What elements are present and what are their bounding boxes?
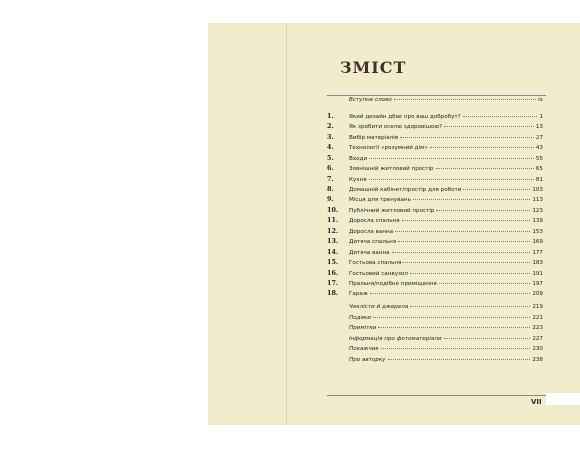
toc-entry-label: Доросла спальня — [349, 218, 400, 225]
toc-entry-number: 10. — [327, 205, 339, 214]
toc-entry-page: 113 — [532, 197, 543, 204]
toc-dot-leader — [370, 293, 530, 294]
toc-dot-leader — [444, 126, 534, 127]
toc-entry-number: 13. — [327, 237, 339, 246]
top-rule — [327, 95, 546, 96]
toc-entry-label: Дитяча ванна — [349, 249, 390, 256]
toc-entry-number: 17. — [327, 278, 339, 287]
toc-dot-leader — [413, 199, 530, 200]
toc-entry[interactable] — [327, 227, 543, 237]
toc-dot-leader — [381, 348, 531, 349]
toc-dot-leader — [388, 359, 531, 360]
toc-entry-label: Про авторку — [349, 356, 386, 363]
toc-dot-leader — [436, 168, 534, 169]
toc-entry-page: 153 — [532, 228, 543, 235]
toc-entry[interactable] — [327, 248, 543, 258]
toc-entry-label: Подяки — [349, 314, 371, 321]
toc-dot-leader — [439, 283, 531, 284]
toc-entry[interactable] — [327, 304, 543, 314]
toc-entry[interactable] — [327, 325, 543, 335]
toc-entry[interactable] — [327, 357, 543, 367]
toc-entry[interactable] — [327, 315, 543, 325]
toc-entry-label: Входи — [349, 155, 368, 162]
toc-entry[interactable] — [327, 122, 543, 132]
toc-entry-page: 219 — [532, 304, 543, 311]
toc-entry-page: 209 — [532, 291, 543, 298]
toc-entry-number: 7. — [327, 174, 334, 183]
bottom-rule — [327, 395, 546, 396]
toc-dot-leader — [402, 220, 531, 221]
toc-entry-label: Кухня — [349, 176, 367, 183]
toc-entry[interactable] — [327, 97, 543, 107]
toc-entry-label: Гостьовий санвузол — [349, 270, 408, 277]
toc-entry-label: Який дизайн дбає про ваш добробут? — [349, 113, 461, 120]
toc-entry-label: Місця для тренувань — [349, 197, 411, 204]
toc-dot-leader — [392, 252, 531, 253]
toc-entry-number: 18. — [327, 289, 339, 298]
toc-dot-leader — [410, 306, 530, 307]
toc-entry-page: 1 — [539, 113, 543, 120]
toc-entry-label: Дитяча спальня — [349, 239, 397, 246]
toc-entry[interactable] — [327, 279, 543, 289]
toc-entry[interactable] — [327, 175, 543, 185]
toc-entry-page: 13 — [535, 124, 543, 131]
toc-entry-number: 6. — [327, 164, 334, 173]
toc-dot-leader — [463, 116, 538, 117]
toc-entry[interactable] — [327, 206, 543, 216]
toc-entry-number: 12. — [327, 226, 339, 235]
toc-entry-label: Доросла ванна — [349, 228, 394, 235]
toc-entry-number: 11. — [327, 216, 339, 225]
toc-entry[interactable] — [327, 133, 543, 143]
toc-entry-label: Зовнішній житловий простір — [349, 166, 434, 173]
page-title: ЗМІСТ — [340, 58, 407, 77]
toc-entry[interactable] — [327, 346, 543, 356]
toc-entry-page: 27 — [535, 134, 543, 141]
toc-entry-page: 177 — [532, 249, 543, 256]
toc-entry-page: 43 — [535, 145, 543, 152]
toc-entry-number: 5. — [327, 153, 334, 162]
toc-entry[interactable] — [327, 269, 543, 279]
toc-entry-page: 221 — [532, 314, 543, 321]
toc-dot-leader — [400, 137, 534, 138]
page-gutter-line — [286, 23, 287, 425]
toc-entry-label: Публічний житловий простір — [349, 207, 435, 214]
toc-entry-page: 223 — [532, 325, 543, 332]
toc-entry-number: 16. — [327, 268, 339, 277]
toc-entry-page: 183 — [532, 260, 543, 267]
toc-entry-number: 8. — [327, 185, 334, 193]
toc-entry[interactable] — [327, 289, 543, 299]
toc-entry-page: 169 — [532, 239, 543, 246]
toc-dot-leader — [369, 179, 534, 180]
toc-dot-leader — [373, 317, 530, 318]
toc-entry-label: Чекліcти й джерела — [349, 304, 409, 311]
toc-entry-page: 227 — [532, 335, 543, 342]
toc-entry-label: Вибір матеріалів — [349, 134, 399, 141]
page-number-tab — [546, 393, 580, 405]
toc-dot-leader — [398, 241, 530, 242]
toc-entry[interactable] — [327, 258, 543, 268]
toc-entry[interactable] — [327, 195, 543, 205]
toc-entry-number: 9. — [327, 195, 334, 204]
toc-entry[interactable] — [327, 185, 543, 195]
toc-entry-label: Технології «розумний дім» — [349, 145, 428, 152]
toc-entry-page: 123 — [532, 207, 543, 214]
toc-entry-number: 14. — [327, 247, 339, 256]
toc-dot-leader — [369, 158, 534, 159]
toc-entry-page: 238 — [532, 356, 543, 363]
toc-entry-label: Примітки — [349, 325, 377, 332]
toc-entry-label: Покажчик — [349, 346, 379, 353]
table-of-contents — [327, 97, 543, 367]
toc-entry[interactable] — [327, 112, 543, 122]
toc-dot-leader — [395, 231, 530, 232]
toc-entry-page: 230 — [532, 346, 543, 353]
toc-dot-leader — [410, 273, 530, 274]
toc-entry-label: Гостьова спальня — [349, 260, 402, 267]
toc-entry-label: Домашній кабінет/простір для роботи — [349, 187, 462, 193]
toc-entry-page: іх — [538, 97, 543, 103]
toc-entry-page: 65 — [535, 166, 543, 173]
toc-dot-leader — [436, 210, 530, 211]
toc-entry-page: 197 — [532, 280, 543, 287]
toc-entry[interactable] — [327, 143, 543, 153]
toc-dot-leader — [394, 99, 536, 100]
toc-entry-number: 4. — [327, 143, 334, 152]
toc-entry-number: 3. — [327, 132, 334, 141]
toc-dot-leader — [403, 262, 530, 263]
toc-dot-leader — [430, 147, 534, 148]
page-number: VII — [531, 398, 542, 406]
toc-entry-page: 55 — [535, 155, 543, 162]
toc-entry[interactable] — [327, 336, 543, 346]
toc-dot-leader — [444, 338, 531, 339]
toc-entry-number: 2. — [327, 122, 334, 131]
toc-entry[interactable] — [327, 164, 543, 174]
toc-entry-label: Пральня/подібне приміщення — [349, 280, 437, 287]
toc-entry-label: Інформація про фотоматеріали — [349, 335, 442, 342]
toc-entry-label: Як зробити оселю здоровішою? — [349, 124, 443, 131]
toc-entry-label: Вступне слово — [349, 97, 392, 103]
toc-entry-label: Гараж — [349, 291, 368, 298]
toc-dot-leader — [378, 327, 530, 328]
toc-entry[interactable] — [327, 237, 543, 247]
toc-entry[interactable] — [327, 216, 543, 226]
toc-dot-leader — [463, 189, 530, 190]
toc-entry-number: 15. — [327, 258, 339, 267]
toc-entry[interactable] — [327, 154, 543, 164]
toc-entry-number: 1. — [327, 111, 334, 120]
toc-entry-page: 191 — [532, 270, 543, 277]
toc-entry-page: 103 — [532, 187, 543, 193]
toc-entry-page: 81 — [535, 176, 543, 183]
toc-entry-page: 139 — [532, 218, 543, 225]
